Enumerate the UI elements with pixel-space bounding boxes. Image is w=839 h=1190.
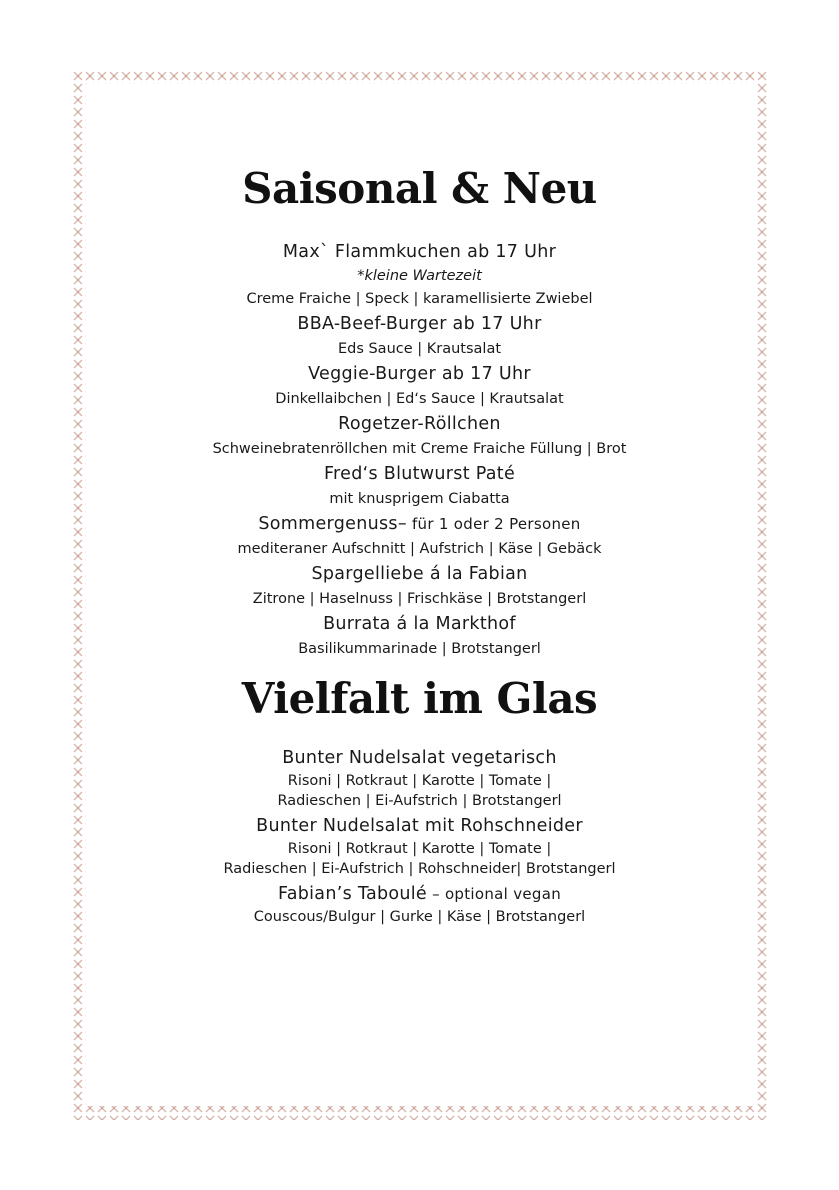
item-title: BBA-Beef-Burger ab 17 Uhr xyxy=(297,314,542,334)
item-title: Spargelliebe á la Fabian xyxy=(311,564,528,584)
item-description: Zitrone | Haselnuss | Frischkäse | Brotstangerl xyxy=(252,591,587,607)
item-title: Burrata á la Markthof xyxy=(323,614,516,634)
item-title: Bunter Nudelsalat mit Rohschneider xyxy=(256,816,583,836)
menu-item xyxy=(90,512,749,562)
item-note: *kleine Wartezeit xyxy=(357,268,482,284)
item-description-line: Radieschen | Ei-Aufstrich | Brotstangerl xyxy=(277,793,562,809)
item-title xyxy=(90,512,749,537)
menu-item xyxy=(90,562,749,612)
menu-item xyxy=(90,814,749,879)
item-description-line: Couscous/Bulgur | Gurke | Käse | Brotstangerl xyxy=(253,909,586,925)
item-description: Creme Fraiche | Speck | karamellisierte Zwiebel xyxy=(246,291,593,307)
menu-item xyxy=(90,462,749,512)
section-title: Vielfalt im Glas xyxy=(241,674,598,723)
item-title-main: Fabian’s Taboulé xyxy=(277,884,428,904)
menu-item xyxy=(90,612,749,662)
item-description: Dinkellaibchen | Ed‘s Sauce | Krautsalat xyxy=(275,391,564,407)
item-title: Max` Flammkuchen ab 17 Uhr xyxy=(282,242,557,262)
item-title: Bunter Nudelsalat vegetarisch xyxy=(282,748,557,768)
section-saisonal xyxy=(90,160,749,662)
menu-item xyxy=(90,240,749,312)
menu-item xyxy=(90,882,749,927)
item-title-suffix: für 1 oder 2 Personen xyxy=(406,515,581,533)
section-title: Saisonal & Neu xyxy=(242,164,597,213)
menu-item xyxy=(90,746,749,811)
menu-item xyxy=(90,412,749,462)
item-description: mit knusprigem Ciabatta xyxy=(329,491,510,507)
item-description-line: Risoni | Rotkraut | Karotte | Tomate | xyxy=(287,773,552,789)
item-title-main: Sommergenuss– xyxy=(258,514,407,534)
item-description: Eds Sauce | Krautsalat xyxy=(337,341,502,357)
item-title: Fred‘s Blutwurst Paté xyxy=(323,464,516,484)
item-description: mediteraner Aufschnitt | Aufstrich | Käse | Gebäck xyxy=(237,541,602,557)
section-vielfalt xyxy=(90,670,749,927)
item-title: Rogetzer-Röllchen xyxy=(338,414,501,434)
item-description: Schweinebratenröllchen mit Creme Fraiche Füllung | Brot xyxy=(212,441,627,457)
item-description: Basilikummarinade | Brotstangerl xyxy=(298,641,541,657)
item-description-line: Radieschen | Ei-Aufstrich | Rohschneider| Brotstangerl xyxy=(223,861,616,877)
menu-content xyxy=(90,160,749,927)
item-title xyxy=(90,882,749,907)
item-title-suffix: – optional vegan xyxy=(427,885,562,903)
menu-item xyxy=(90,312,749,362)
item-description-line: Risoni | Rotkraut | Karotte | Tomate | xyxy=(287,841,552,857)
menu-item xyxy=(90,362,749,412)
item-title: Veggie-Burger ab 17 Uhr xyxy=(308,364,531,384)
